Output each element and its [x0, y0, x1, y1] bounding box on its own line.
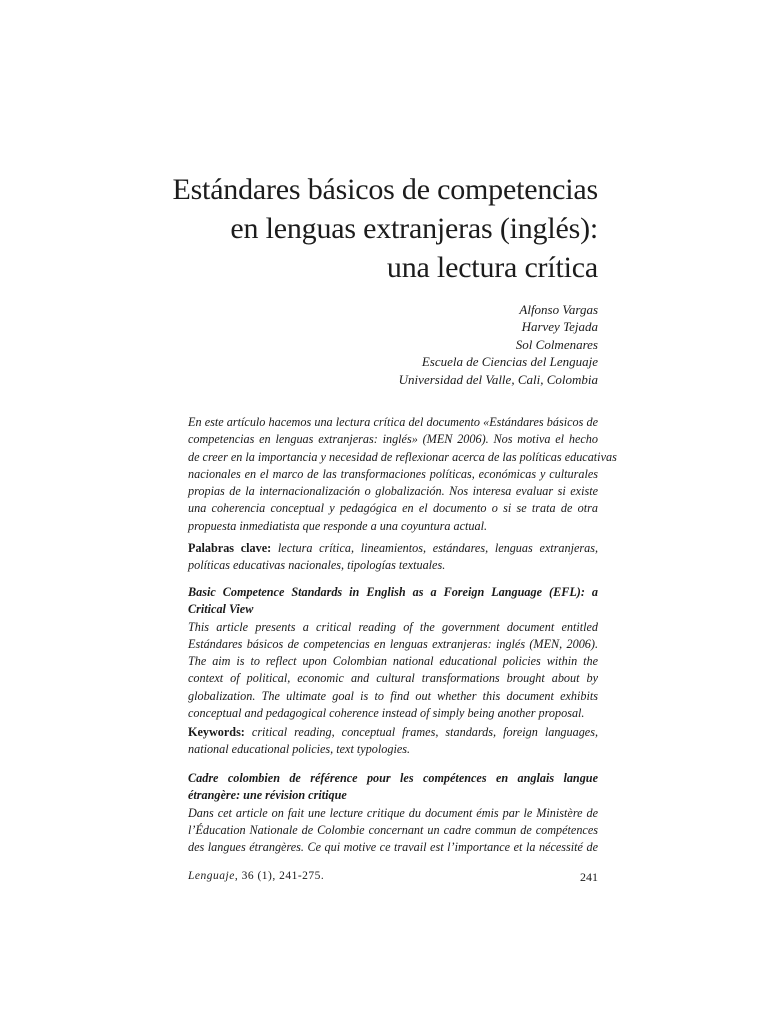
abstract-line: Dans cet article on fait une lecture critique du document émis par le Ministère de [188, 805, 598, 820]
keywords-line: políticas educativas nacionales, tipologías textuales. [188, 558, 446, 573]
keywords-text: critical reading, conceptual frames, standards, foreign languages, [251, 725, 599, 739]
abstract-line: nacionales en el marco de las transformaciones políticas, económicas y culturales [188, 466, 598, 481]
title-line: en lenguas extranjeras (inglés): [230, 212, 598, 245]
abstract-line: propias de la internacionalización o globalización. Nos interesa evaluar si existe [188, 484, 598, 499]
keywords-label: Keywords: [188, 725, 245, 739]
keywords-english [188, 724, 598, 759]
abstract-spanish [188, 414, 617, 535]
page-number: 241 [580, 870, 598, 884]
journal-citation [188, 870, 324, 882]
keywords-line [188, 724, 598, 741]
keywords-spanish [188, 540, 598, 575]
author-block [300, 301, 598, 388]
abstract-line: competencias en lenguas extranjeras: inglés» (MEN 2006). Nos motiva el hecho [188, 432, 598, 447]
article-title [150, 170, 598, 287]
author-name: Sol Colmenares [515, 336, 598, 352]
author-name: Harvey Tejada [521, 319, 598, 335]
section-heading: Basic Competence Standards in English as a Foreign Language (EFL): a [188, 585, 598, 599]
journal-volume: , 36 (1), 241-275. [234, 870, 325, 882]
abstract-line: En este artículo hacemos una lectura crítica del documento «Estándares básicos de [188, 415, 598, 429]
page-footer [188, 870, 598, 888]
abstract-line: l’Éducation Nationale de Colombie concernant un cadre commun de compétences [188, 822, 598, 837]
keywords-line [188, 540, 598, 557]
abstract-line: una coherencia conceptual y pedagógica en el documento o si se trata de otra [188, 501, 598, 516]
section-heading: étrangère: une révision critique [188, 788, 347, 803]
abstract-line: Estándares básicos de competencias en lenguas extranjeras: inglés (MEN, 2006). [188, 636, 598, 651]
abstract-line: context of political, economic and cultural transformations brought about by [188, 671, 598, 686]
title-line: una lectura crítica [386, 251, 598, 284]
title-line: Estándares básicos de competencias [172, 173, 598, 206]
abstract-line: de creer en la importancia y necesidad de reflexionar acerca de las políticas educativas [188, 449, 617, 464]
abstract-line: globalization. The ultimate goal is to find out whether this document exhibits [188, 688, 598, 703]
section-heading: Cadre colombien de référence pour les compétences en anglais langue [188, 771, 598, 785]
abstract-line: This article presents a critical reading of the government document entitled [188, 619, 598, 634]
author-affiliation: Universidad del Valle, Cali, Colombia [398, 371, 598, 387]
abstract-line: des langues étrangères. Ce qui motive ce travail est l’importance et la nécessité de [188, 840, 598, 855]
abstract-line: propuesta inmediatista que responde a una coyuntura actual. [188, 518, 488, 533]
journal-name: Lenguaje [188, 870, 235, 882]
keywords-line: national educational policies, text typologies. [188, 742, 411, 757]
abstract-english [188, 584, 598, 722]
author-name: Alfonso Vargas [519, 302, 598, 317]
abstract-line: The aim is to reflect upon Colombian national educational policies within the [188, 654, 598, 669]
abstract-french [188, 770, 598, 856]
keywords-text: lectura crítica, lineamientos, estándares, lenguas extranjeras, [277, 541, 598, 555]
section-heading: Critical View [188, 602, 254, 617]
author-affiliation: Escuela de Ciencias del Lenguaje [421, 354, 598, 370]
abstract-line: conceptual and pedagogical coherence instead of simply being another proposal. [188, 706, 585, 721]
keywords-label: Palabras clave: [188, 541, 272, 555]
